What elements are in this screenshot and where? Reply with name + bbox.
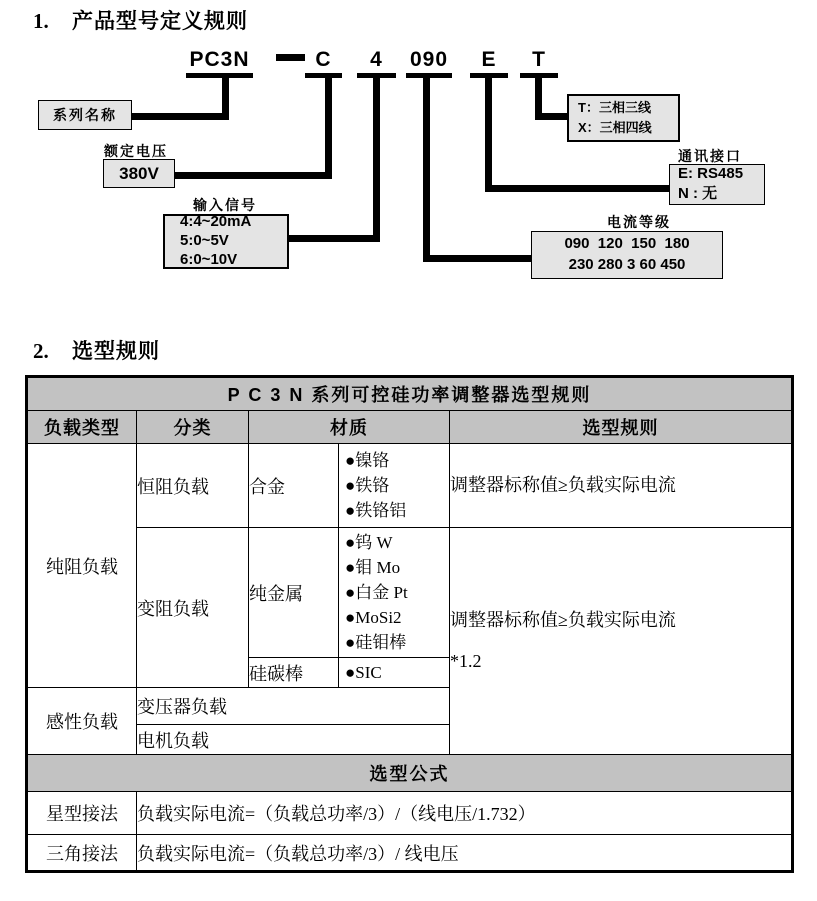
cell-star-formula: 负载实际电流=（负载总功率/3）/（线电压/1.732） — [137, 792, 793, 835]
section2-title: 选型规则 — [72, 340, 160, 363]
cell-load-inductive: 感性负载 — [27, 688, 137, 755]
cell-category-constant: 恒阻负载 — [137, 444, 249, 528]
comm-label: 通讯接口 — [678, 148, 742, 164]
section2-heading — [33, 335, 160, 365]
current-options-row: 090 120 150 180 — [564, 235, 690, 253]
input-signal-box — [163, 214, 289, 269]
header-category: 分类 — [137, 411, 249, 444]
cell-bullets-sic — [339, 658, 450, 688]
rule-text: 调整器标称值≥负载实际电流 — [450, 610, 676, 630]
model-code-input: 4 — [370, 48, 383, 71]
input-option: 6:0~10V — [180, 250, 238, 268]
cell-material-pure-metal: 纯金属 — [249, 528, 339, 658]
table-title: P C 3 N 系列可控硅功率调整器选型规则 — [27, 377, 793, 411]
rule-multiplier: *1.2 — [450, 651, 482, 671]
series-name-box: 系列名称 — [38, 100, 132, 130]
model-code-comm: E — [481, 48, 497, 71]
bullet-item: ●SIC — [345, 663, 382, 682]
connector-comm-v — [485, 78, 492, 192]
phase-option: T：三相三线 — [578, 100, 651, 116]
bullet-item: ●镍铬 — [345, 451, 390, 470]
voltage-box: 380V — [103, 159, 175, 188]
input-option: 5:0~5V — [180, 232, 229, 250]
cell-load-resistive: 纯阻负载 — [27, 444, 137, 688]
connector-input-v — [373, 78, 380, 242]
section1-number: 1. — [33, 9, 49, 33]
model-code-phase: T — [532, 48, 546, 71]
current-class-label: 电流等级 — [607, 214, 671, 230]
bullet-item: ●铁铬 — [345, 476, 390, 495]
underline-voltage — [305, 73, 342, 78]
section1-heading — [33, 5, 248, 35]
bullet-item: ●白金 Pt — [345, 583, 408, 602]
current-options-row: 230 280 3 60 450 — [568, 256, 686, 273]
cell-material-sic: 硅碳棒 — [249, 658, 339, 688]
model-code-series: PC3N — [189, 48, 250, 71]
cell-motor-load: 电机负载 — [137, 725, 450, 755]
cell-rule-merged — [450, 528, 793, 755]
bullet-item: ●MoSi2 — [345, 608, 402, 627]
input-signal-label: 输入信号 — [193, 197, 257, 213]
model-code-voltage: C — [315, 48, 332, 71]
rule-text: 调整器标称值≥负载实际电流 — [450, 475, 676, 495]
bullet-item: ●铁铬铝 — [345, 501, 407, 520]
connector-voltage-v — [325, 78, 332, 179]
connector-series-h — [130, 113, 229, 120]
cell-category-variable: 变阻负载 — [137, 528, 249, 688]
formula-section-title: 选型公式 — [27, 755, 793, 792]
cell-rule-constant — [450, 444, 793, 528]
connector-current-v — [423, 78, 430, 262]
cell-bullets-alloy — [339, 444, 450, 528]
cell-delta-formula: 负载实际电流=（负载总功率/3）/ 线电压 — [137, 835, 793, 872]
section2-number: 2. — [33, 339, 49, 363]
connector-voltage-h — [173, 172, 332, 179]
cell-bullets-pure-metal — [339, 528, 450, 658]
connector-input-h — [286, 235, 380, 242]
header-rule: 选型规则 — [450, 411, 793, 444]
header-load-type: 负载类型 — [27, 411, 137, 444]
current-class-box — [531, 231, 723, 279]
section1-title: 产品型号定义规则 — [72, 10, 248, 33]
cell-star-connection: 星型接法 — [27, 792, 137, 835]
model-code-dash — [276, 54, 305, 61]
header-material: 材质 — [249, 411, 450, 444]
comm-option: N : 无 — [678, 185, 718, 202]
connector-phase-h — [535, 113, 569, 120]
cell-delta-connection: 三角接法 — [27, 835, 137, 872]
model-code-current: 090 — [409, 48, 449, 71]
cell-material-alloy: 合金 — [249, 444, 339, 528]
bullet-item: ●硅钼棒 — [345, 633, 407, 652]
underline-series — [186, 73, 253, 78]
comm-box — [669, 164, 765, 205]
cell-transformer-load: 变压器负载 — [137, 688, 450, 725]
bullet-item: ●钨 W — [345, 533, 393, 552]
selection-rules-table — [25, 375, 794, 873]
connector-comm-h — [485, 185, 670, 192]
phase-box — [567, 94, 680, 142]
voltage-label: 额定电压 — [104, 143, 168, 159]
phase-option: X：三相四线 — [578, 119, 652, 135]
input-option: 4:4~20mA — [180, 213, 252, 231]
bullet-item: ●钼 Mo — [345, 558, 401, 577]
connector-current-h — [423, 255, 533, 262]
comm-option: E: RS485 — [678, 165, 744, 183]
